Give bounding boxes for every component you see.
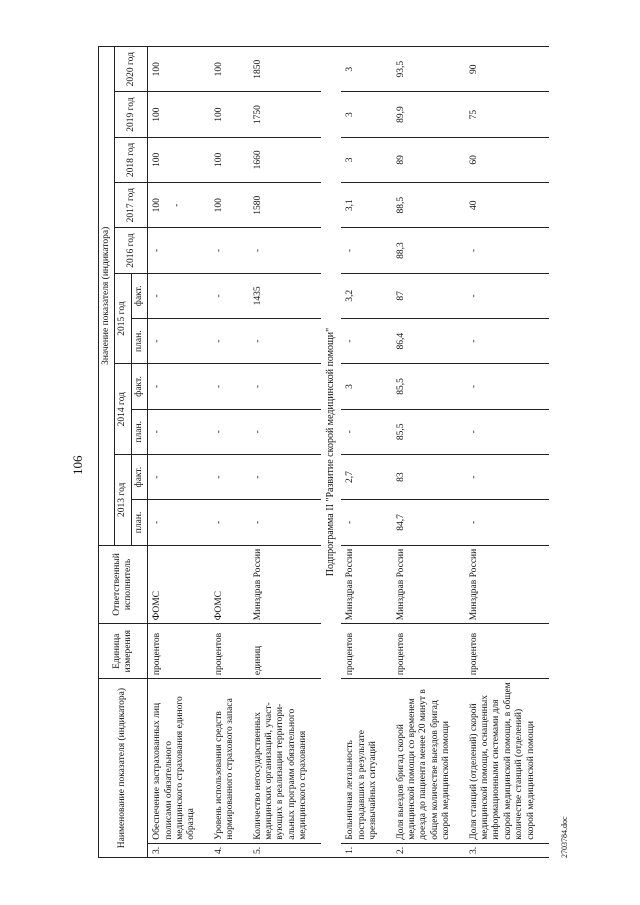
value-cell: 1750 <box>249 92 322 137</box>
executor-cell: ФОМС <box>210 545 249 624</box>
value-cell: 100 <box>148 92 210 137</box>
value-cell: 88,5 <box>392 183 465 228</box>
value-cell: - <box>465 500 549 545</box>
table-row <box>392 47 465 858</box>
header-year-2016: 2016 год <box>115 228 148 273</box>
value-cell: 88,3 <box>392 228 465 273</box>
value-cell: 3,1 <box>341 183 391 228</box>
indicator-name: Больничная летальность пострадавших в результате чрезвычайных ситуаций <box>341 679 391 844</box>
header-fact: факт. <box>131 364 147 409</box>
value-cell: - <box>341 409 391 454</box>
unit-cell: единиц <box>249 624 322 679</box>
header-year-2017: 2017 год <box>115 183 148 228</box>
value-cell: - <box>210 500 249 545</box>
header-fact: факт. <box>131 454 147 499</box>
value-cell: - <box>341 228 391 273</box>
indicator-name: Доля выездов бригад скорой медицинской помощи со временем доезда до пациента менее 20 минут в общем количестве выездов бригад скорой медицинской помощи <box>392 679 465 844</box>
rows-after <box>341 47 548 858</box>
rows-before <box>148 47 322 858</box>
table-row <box>210 47 249 858</box>
row-number: 2. <box>392 843 465 857</box>
value-cell: - <box>148 273 210 318</box>
value-cell: 1660 <box>249 137 322 182</box>
value-cell: 85,5 <box>392 364 465 409</box>
executor-cell: Минздрав России <box>392 545 465 624</box>
header-year-2013: 2013 год <box>115 454 131 545</box>
value-cell: 3 <box>341 364 391 409</box>
value-cell: 89,9 <box>392 92 465 137</box>
value-cell: - <box>148 409 210 454</box>
value-cell: - <box>249 228 322 273</box>
value-cell: 100 <box>148 137 210 182</box>
value-cell: 100 <box>210 47 249 92</box>
value-cell: - <box>249 454 322 499</box>
value-cell: - <box>148 319 210 364</box>
value-cell: - <box>465 228 549 273</box>
value-cell: 3 <box>341 92 391 137</box>
indicator-name: Доля станций (отделений) скорой медицинской помощи, оснащенных информационными системами для скорой медицинской помощи, в общем количестве станций (отделений) скорой медицинской помощи <box>465 679 549 844</box>
unit-cell: процентов <box>148 624 210 679</box>
value-cell: - <box>465 454 549 499</box>
table-row <box>249 47 322 858</box>
executor-cell: Минздрав России <box>249 545 322 624</box>
footer-code: 2703784.doc <box>560 816 569 858</box>
value-cell: - <box>341 500 391 545</box>
value-cell: 86,4 <box>392 319 465 364</box>
value-cell: - <box>210 273 249 318</box>
value-cell: 3 <box>341 47 391 92</box>
value-cell: - <box>465 364 549 409</box>
value-cell: - <box>465 319 549 364</box>
page-number: 106 <box>70 455 85 475</box>
value-cell: 1580 <box>249 183 322 228</box>
executor-cell: Минздрав России <box>341 545 391 624</box>
row-number: 5. <box>249 843 322 857</box>
value-cell: - <box>341 319 391 364</box>
value-cell: 89 <box>392 137 465 182</box>
value-cell: 1850 <box>249 47 322 92</box>
row-number: 1. <box>341 843 391 857</box>
value-cell: - <box>148 454 210 499</box>
row-number: 4. <box>210 843 249 857</box>
value-cell: - <box>249 409 322 454</box>
value-cell: 2,7 <box>341 454 391 499</box>
executor-cell: Минздрав России <box>465 545 549 624</box>
header-year-2020: 2020 год <box>115 47 148 92</box>
value-cell: 87 <box>392 273 465 318</box>
value-cell: 83 <box>392 454 465 499</box>
value-cell: 90 <box>465 47 549 92</box>
value-cell: - <box>210 454 249 499</box>
value-cell: - <box>148 500 210 545</box>
value-cell: - <box>148 228 210 273</box>
value-cell: - <box>210 228 249 273</box>
executor-cell: ФОМС <box>148 545 210 624</box>
header-plan: план. <box>131 319 147 364</box>
value-cell: 100 <box>210 183 249 228</box>
unit-cell: процентов <box>210 624 249 679</box>
value-cell: 100 - <box>148 183 210 228</box>
header-values-group: Значение показателя (индикатора) <box>99 47 115 546</box>
value-cell: 100 <box>148 47 210 92</box>
value-cell: 84,7 <box>392 500 465 545</box>
table-row <box>148 47 210 858</box>
value-cell: 100 <box>210 137 249 182</box>
value-cell: - <box>465 409 549 454</box>
value-cell: 40 <box>465 183 549 228</box>
header-year-2018: 2018 год <box>115 137 148 182</box>
header-executor: Ответственный исполнитель <box>99 545 148 624</box>
indicator-name: Обеспечение застрахованных лиц полисами обязательного медицинского страхования единого образца <box>148 679 210 844</box>
unit-cell: процентов <box>465 624 549 679</box>
indicator-name: Количество негосударственных медицинских организаций, участ-вующих в реализации территори-альных программ обязательного медицинского страхования <box>249 679 322 844</box>
value-cell: - <box>249 319 322 364</box>
header-year-2019: 2019 год <box>115 92 148 137</box>
value-cell: 85,5 <box>392 409 465 454</box>
value-cell: - <box>210 319 249 364</box>
value-cell: 3,2 <box>341 273 391 318</box>
indicator-name: Уровень использования средств нормированного страхового запаса <box>210 679 249 844</box>
value-cell: - <box>210 364 249 409</box>
value-cell: 100 <box>210 92 249 137</box>
value-cell: - <box>249 364 322 409</box>
value-cell: 60 <box>465 137 549 182</box>
indicator-table <box>98 46 549 858</box>
header-unit: Единица измерения <box>99 624 148 679</box>
unit-cell: процентов <box>392 624 465 679</box>
header-year-2014: 2014 год <box>115 364 131 455</box>
value-mark: - <box>171 203 182 207</box>
header-fact: факт. <box>131 273 147 318</box>
value-cell: 75 <box>465 92 549 137</box>
header-plan: план. <box>131 500 147 545</box>
value-cell: - <box>210 409 249 454</box>
value-cell: 3 <box>341 137 391 182</box>
table-row <box>341 47 391 858</box>
value-cell: 93,5 <box>392 47 465 92</box>
table-row <box>465 47 549 858</box>
row-number: 3. <box>465 843 549 857</box>
value-cell: - <box>148 364 210 409</box>
header-plan: план. <box>131 409 147 454</box>
value-cell: 1435 <box>249 273 322 318</box>
rotated-page <box>40 20 600 880</box>
header-name: Наименование показателя (индикатора) <box>99 679 148 858</box>
subprogram-title: Подпрограмма II "Развитие скорой медицинской помощи" <box>321 47 341 858</box>
unit-cell: процентов <box>341 624 391 679</box>
row-number: 3. <box>148 843 210 857</box>
header-year-2015: 2015 год <box>115 273 131 364</box>
value-cell: - <box>249 500 322 545</box>
value-cell: - <box>465 273 549 318</box>
